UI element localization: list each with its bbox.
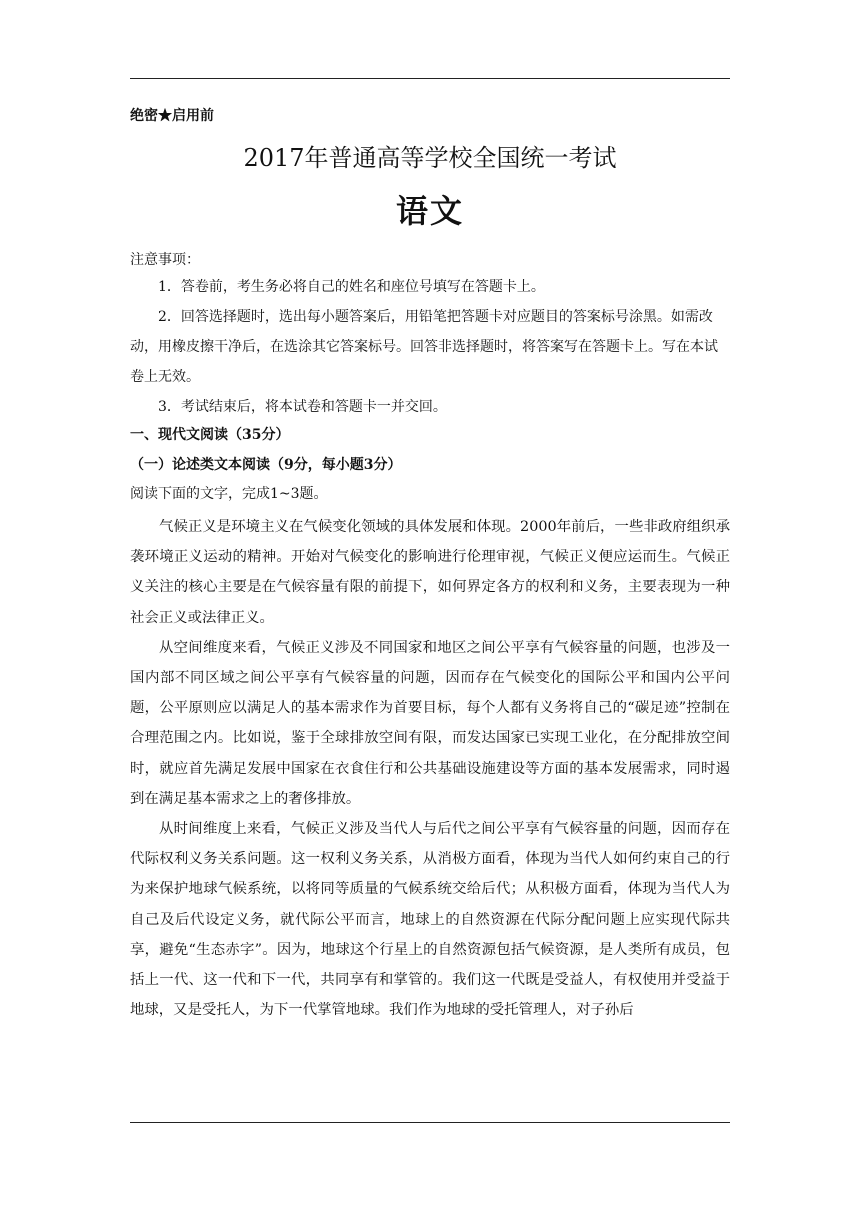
passage-paragraph: 气候正义是环境主义在气候变化领域的具体发展和体现。2000年前后，一些非政府组织承袭环境正义运动的精神。开始对气候变化的影响进行伦理审视，气候正义便应运而生。气候正义关注的核心主要是在气候容量有限的前提下，如何界定各方的权利和义务，主要表现为一种社会正义或法律正义。 bbox=[130, 519, 730, 626]
notes-list bbox=[130, 272, 730, 422]
footer-rule bbox=[130, 1122, 730, 1123]
exam-title: 2017年普通高等学校全国统一考试 bbox=[243, 144, 617, 172]
passage-paragraph: 从时间维度上来看，气候正义涉及当代人与后代之间公平享有气候容量的问题，因而存在代际权利义务关系问题。这一权利义务关系，从消极方面看，体现为当代人如何约束自己的行为来保护地球气候系统，以将同等质量的气候系统交给后代；从积极方面看，体现为当代人为自己及后代设定义务，就代际公平而言，地球上的自然资源在代际分配问题上应实现代际共享，避免“生态赤字”。因为，地球这个行星上的自然资源包括气候资源，是人类所有成员，包括上一代、这一代和下一代，共同享有和掌管的。我们这一代既是受益人，有权使用并受益于地球，又是受托人，为下一代掌管地球。我们作为地球的受托管理人，对子孙后 bbox=[130, 821, 730, 1019]
note-item: 1．答卷前，考生务必将自己的姓名和座位号填写在答题卡上。 bbox=[158, 279, 545, 295]
reading-passage bbox=[130, 512, 730, 1025]
note-item: 2．回答选择题时，选出每小题答案后，用铅笔把答题卡对应题目的答案标号涂黑。如需改动，用橡皮擦干净后，在选涂其它答案标号。回答非选择题时，将答案写在答题卡上。写在本试卷上无效。 bbox=[130, 309, 718, 385]
reading-instruction: 阅读下面的文字，完成1~3题。 bbox=[130, 486, 328, 502]
passage-paragraph: 从空间维度来看，气候正义涉及不同国家和地区之间公平享有气候容量的问题，也涉及一国内部不同区域之间公平享有气候容量的问题，因而存在气候变化的国际公平和国内公平问题，公平原则应以满足人的基本需求作为首要目标，每个人都有义务将自己的“碳足迹”控制在合理范围之内。比如说，鉴于全球排放空间有限，而发达国家已实现工业化，在分配排放空间时，就应首先满足发展中国家在衣食住行和公共基础设施建设等方面的基本发展需求，同时遏到在满足基本需求之上的奢侈排放。 bbox=[130, 639, 730, 807]
note-item: 3．考试结束后，将本试卷和答题卡一并交回。 bbox=[158, 399, 447, 415]
subject-title: 语文 bbox=[395, 192, 464, 230]
notes-title: 注意事项： bbox=[130, 252, 200, 268]
header-rule bbox=[130, 78, 730, 79]
section-heading: 一、现代文阅读（35分） bbox=[130, 427, 290, 443]
secret-label: 绝密★启用前 bbox=[130, 108, 214, 124]
subsection-heading: （一）论述类文本阅读（9分，每小题3分） bbox=[130, 457, 402, 473]
